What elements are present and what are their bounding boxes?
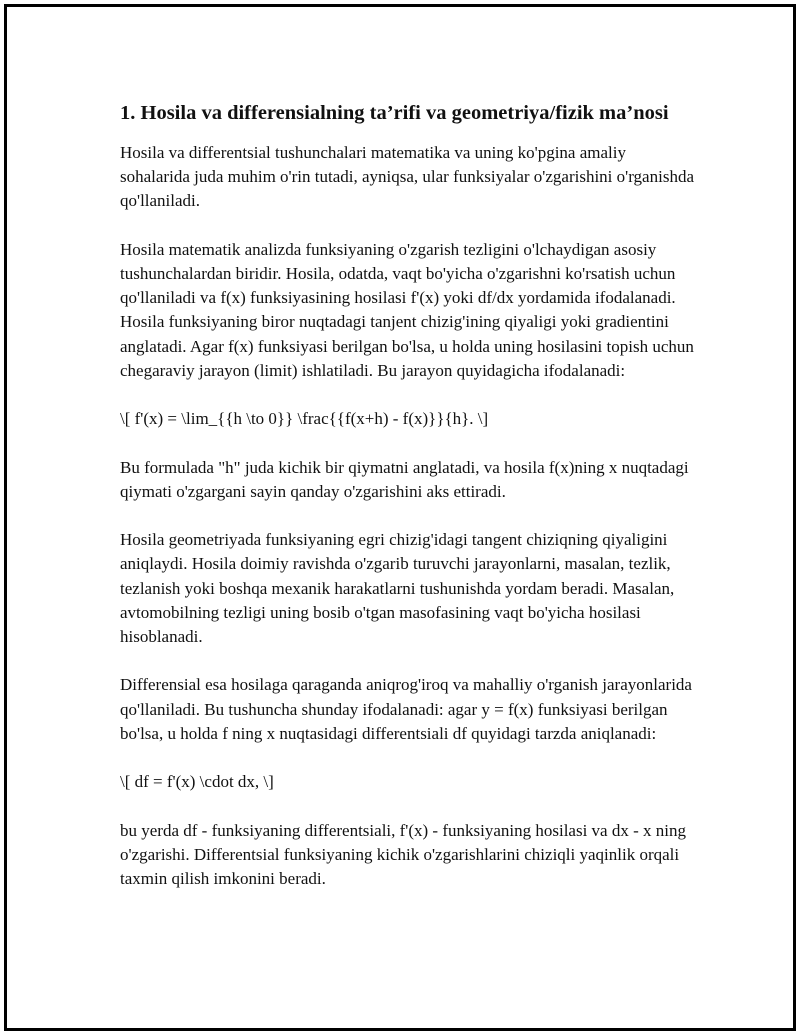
paragraph-differential-definition: Differensial esa hosilaga qaraganda aniqrog'iroq va mahalliy o'rganish jarayonlarida qo'llaniladi. Bu tushuncha shunday ifodalanadi: agar y = f(x) funksiyasi berilgan bo'lsa, u holda f ning x nuqtasidagi differentsiali df quyidagi tarzda aniqlanadi: xyxy=(120,675,692,743)
paragraph-derivative-definition: Hosila matematik analizda funksiyaning o'zgarish tezligini o'lchaydigan asosiy tushunchalardan biridir. Hosila, odatda, vaqt bo'yicha o'zgarishni ko'rsatish uchun qo'llaniladi va f(x) funksiyasining hosilasi f'(x) yoki df/dx yordamida ifodalanadi. Hosila funksiyaning biror nuqtadagi tanjent chizig'ining qiyaligi yoki gradientini anglatadi. Agar f(x) funksiyasi berilgan bo'lsa, u holda uning hosilasini topish uchun chegaraviy jarayon (limit) ishlatiladi. Bu jarayon quyidagicha ifodalanadi: xyxy=(120,239,694,380)
document-body xyxy=(120,99,700,915)
paragraph-geometric-meaning: Hosila geometriyada funksiyaning egri chizig'idagi tangent chiziqning qiyaligini aniqlaydi. Hosila doimiy ravishda o'zgarib turuvchi jarayonlarni, masalan, tezlik, tezlanish yoki boshqa mexanik harakatlarni tushunishda yordam beradi. Masalan, avtomobilning tezligi uning bosib o'tgan masofasining vaqt bo'yicha hosilasi hisoblanadi. xyxy=(120,530,675,646)
page-frame xyxy=(4,4,796,1031)
formula-differential: \[ df = f'(x) \cdot dx, \] xyxy=(120,772,274,792)
paragraph-formula-explanation: Bu formulada "h" juda kichik bir qiymatni anglatadi, va hosila f(x)ning x nuqtadagi qiymati o'zgargani sayin qanday o'zgarishini aks ettiradi. xyxy=(120,457,689,501)
paragraph-differential-explanation: bu yerda df - funksiyaning differentsiali, f'(x) - funksiyaning hosilasi va dx - x ning o'zgarishi. Differentsial funksiyaning kichik o'zgarishlarini chiziqli yaqinlik orqali taxmin qilish imkonini beradi. xyxy=(120,820,686,888)
section-heading: 1. Hosila va differensialning ta’rifi va geometriya/fizik ma’nosi xyxy=(120,102,669,124)
paragraph-intro: Hosila va differentsial tushunchalari matematika va uning ko'pgina amaliy sohalarida juda muhim o'rin tutadi, ayniqsa, ular funksiyalar o'zgarishini o'rganishda qo'llaniladi. xyxy=(120,143,694,211)
formula-limit-definition: \[ f'(x) = \lim_{{h \to 0}} \frac{{f(x+h) - f(x)}}{h}. \] xyxy=(120,409,489,429)
